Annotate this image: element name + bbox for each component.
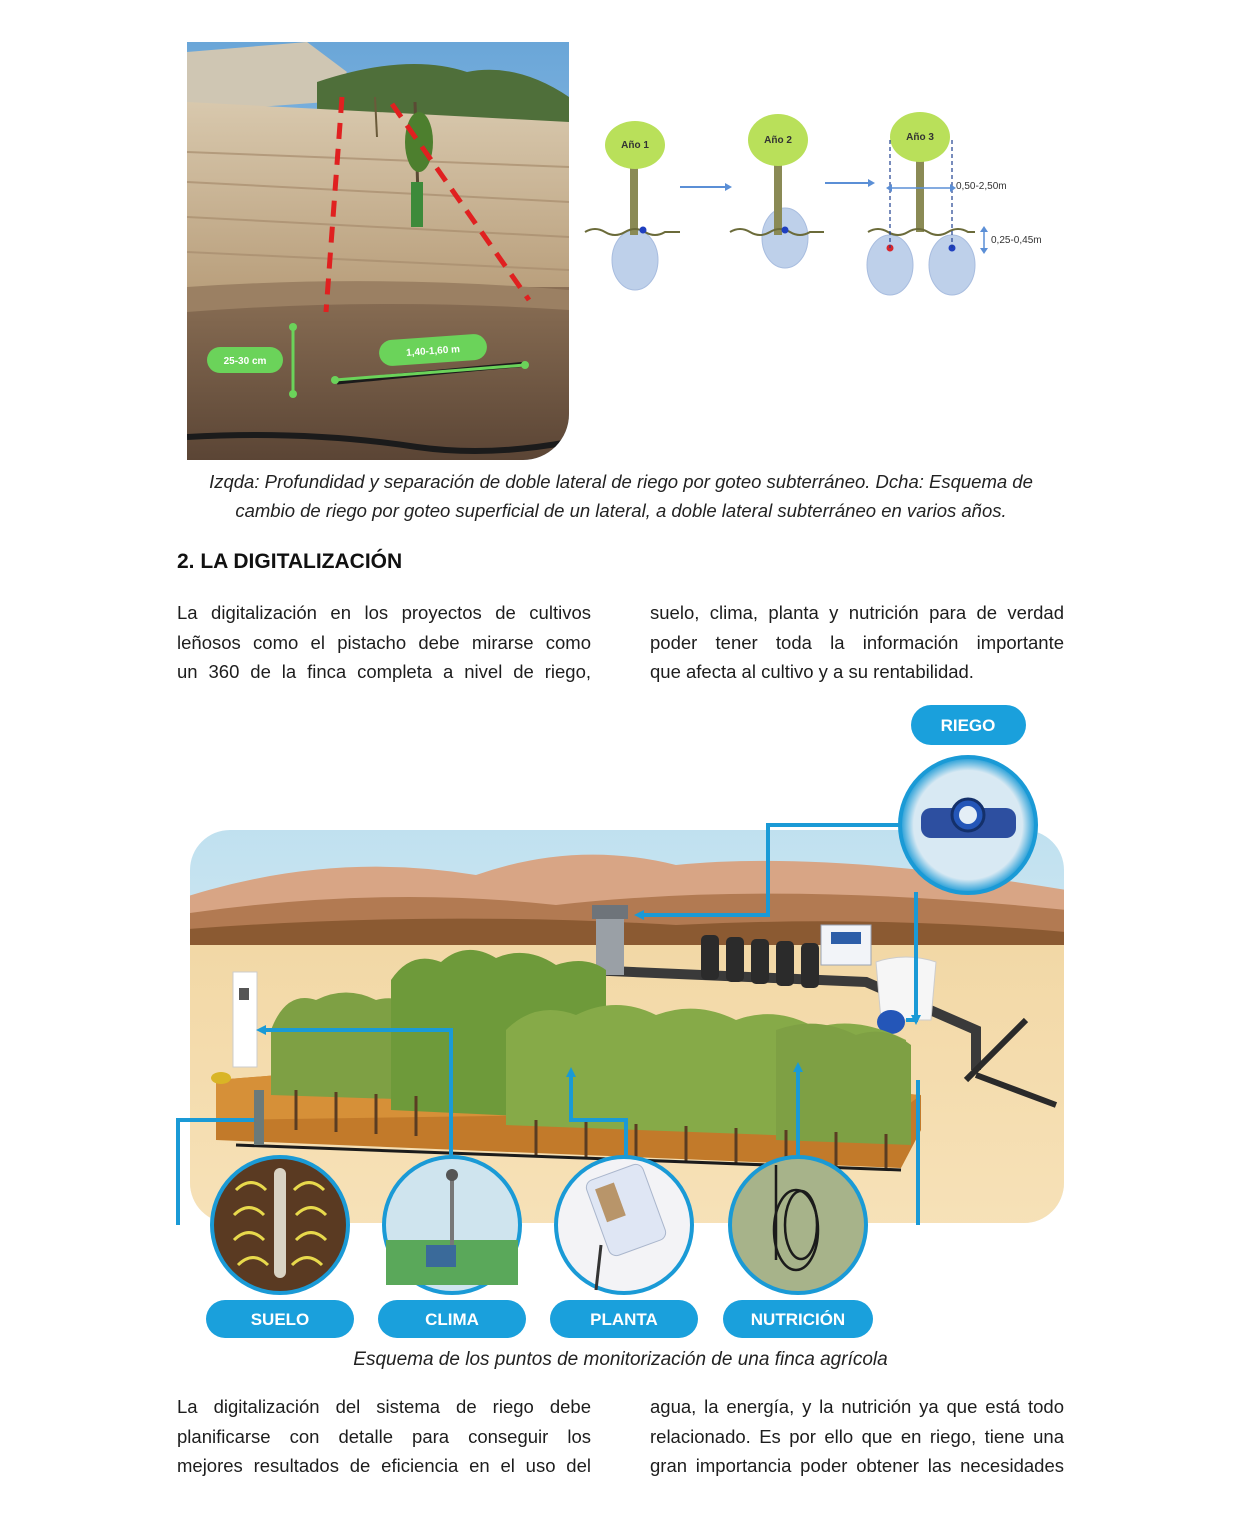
year-1-tree <box>585 121 680 290</box>
field-photo-illustration <box>187 42 569 460</box>
figure-2-caption: Esquema de los puntos de monitorización de una finca agrícola <box>353 1349 888 1370</box>
closing-right-line-3: gran importancia poder obtener las necesidades <box>650 1455 1064 1476</box>
closing-right-line-1: agua, la energía, y la nutrición ya que está todo <box>650 1396 1064 1417</box>
nutricion-label: NUTRICIÓN <box>750 1310 846 1329</box>
closing-right-line-2: relacionado. Es por ello que en riego, tiene una <box>650 1425 1064 1447</box>
clima-sensor <box>384 1157 520 1293</box>
figure-1-caption <box>187 467 1055 525</box>
para1-right-line-2: poder tener toda la información importante <box>650 631 1064 653</box>
depth-range-label: 0,25-0,45m <box>991 235 1042 246</box>
closing-left-line-2: planificarse con detalle para conseguir los <box>177 1425 591 1447</box>
closing-left-column <box>177 1392 591 1481</box>
suelo-label: SUELO <box>250 1310 310 1329</box>
para1-left-line-2: leñosos como el pistacho debe mirarse como <box>177 631 591 653</box>
section-heading: 2. LA DIGITALIZACIÓN <box>177 550 403 573</box>
clima-label: CLIMA <box>425 1310 479 1329</box>
para1-right-line-3: que afecta al cultivo y a su rentabilidad. <box>650 661 974 682</box>
farm-monitoring-figure <box>176 700 1066 1345</box>
riego-sensor <box>900 705 1036 893</box>
para1-right-column <box>650 598 1064 687</box>
year-3-label: Año 3 <box>906 132 934 143</box>
suelo-sensor <box>212 1157 348 1293</box>
figure-1-caption-line-1: Izqda: Profundidad y separación de doble lateral de riego por goteo subterráneo. Dcha: Esquema de <box>209 471 1033 492</box>
figure-1-caption-line-2: cambio de riego por goteo superficial de un lateral, a doble lateral subterráneo en varios años. <box>235 500 1007 521</box>
riego-label: RIEGO <box>940 716 996 735</box>
closing-left-line-3: mejores resultados de eficiencia en el uso del <box>177 1455 591 1476</box>
para1-left-line-3: un 360 de la finca completa a nivel de riego, <box>177 661 591 682</box>
year-2-tree <box>730 114 824 268</box>
farm-monitoring-diagram <box>176 700 1066 1345</box>
drip-change-schema <box>580 110 1060 310</box>
year-3-tree <box>867 112 988 295</box>
depth-label: 25-30 cm <box>223 356 267 367</box>
width-range-label: 0,50-2,50m <box>956 181 1007 192</box>
planta-label: PLANTA <box>590 1310 658 1329</box>
drip-change-diagram <box>580 110 1060 310</box>
year-1-label: Año 1 <box>621 140 649 151</box>
field-photo <box>187 42 569 460</box>
planta-sensor <box>556 1157 692 1293</box>
closing-right-column <box>650 1392 1064 1481</box>
para1-left-column <box>177 598 591 687</box>
closing-left-line-1: La digitalización del sistema de riego debe <box>177 1396 591 1417</box>
year-2-label: Año 2 <box>764 135 792 146</box>
para1-left-line-1: La digitalización en los proyectos de cultivos <box>177 602 591 623</box>
para1-right-line-1: suelo, clima, planta y nutrición para de verdad <box>650 602 1064 623</box>
nutricion-sensor <box>730 1157 866 1293</box>
spacing-label: 1,40-1,60 m <box>405 344 461 359</box>
